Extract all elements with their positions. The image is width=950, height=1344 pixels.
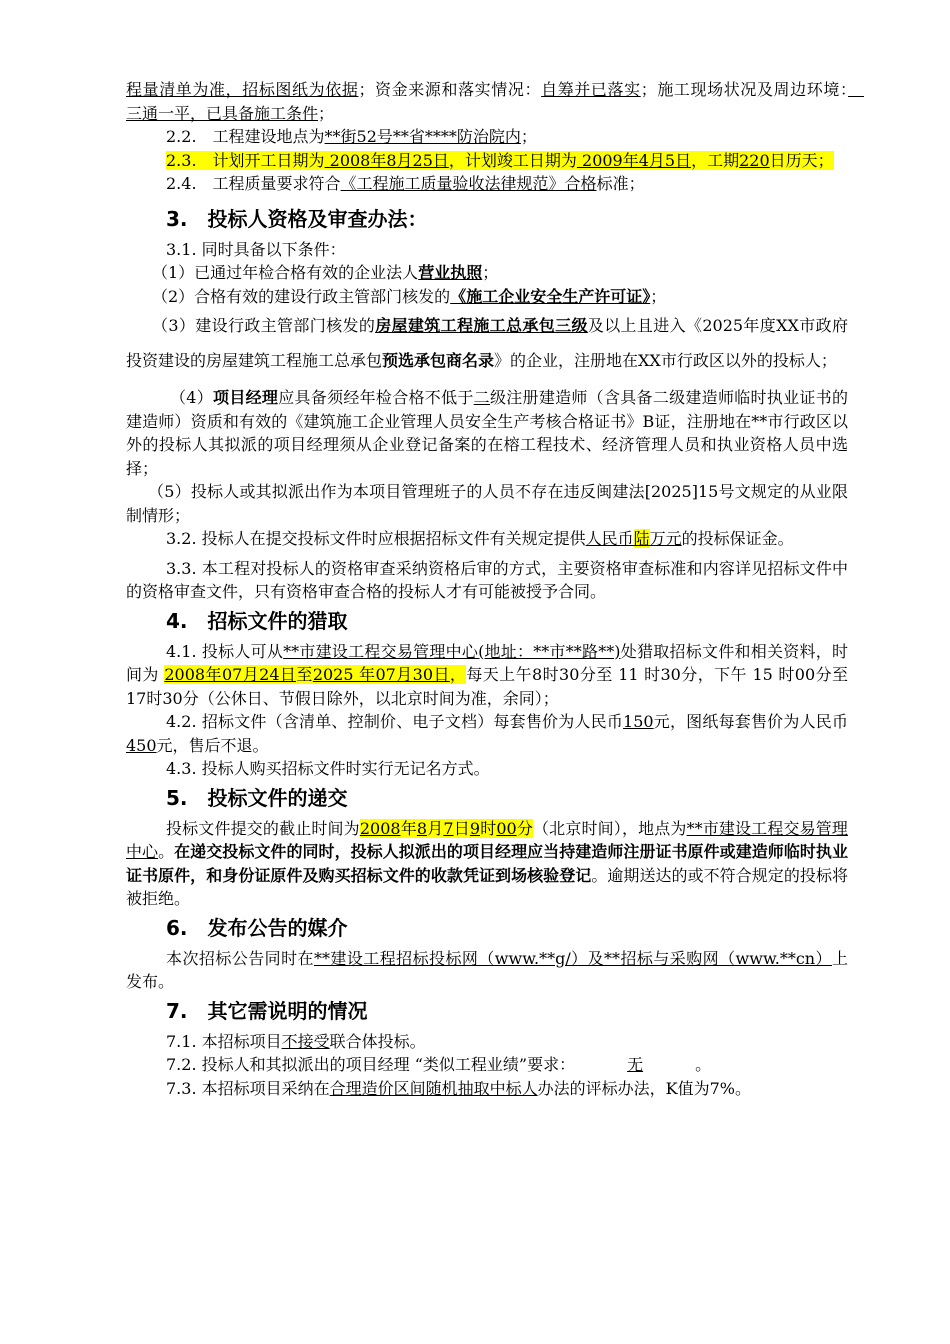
deposit-amount: 陆 [633,529,650,548]
clause-4-2: 4.2. 招标文件（含清单、控制价、电子文档）每套售价为人民币150元，图纸每套售价为人民币450元，售后不退。 [126,712,848,755]
clause-2-2: 2.2. 工程建设地点为**街52号**省****防治院内； [166,127,537,146]
condition-3: （3）建设行政主管部门核发的房屋建筑工程施工总承包三级及以上且进入《2025年度XX市政府投资建设的房屋建筑工程施工总承包预选承包商名录》的企业，注册地在XX市行政区以外的投标人； [126,316,848,370]
clause-3-3: 3.3. 本工程对投标人的资格审查采纳资格后审的方式，主要资格审查标准和内容详见招标文件中的资格审查文件，只有资格审查合格的投标人才有可能被授予合同。 [126,558,848,601]
heading-section-7: 7. 其它需说明的情况 [166,998,368,1023]
document-price: 150 [623,712,654,731]
funding-status: 自筹并已落实 [541,80,641,99]
clause-4-3: 4.3. 投标人购买招标文件时实行无记名方式。 [166,759,490,778]
media-websites: **建设工程招标投标网（www.**g/）及**招标与采购网（www.**cn） [313,948,832,968]
heading-section-5: 5. 投标文件的递交 [166,785,348,810]
media-paragraph: 本次招标公告同时在**建设工程招标投标网（www.**g/）及**招标与采购网（www.**cn）上发布。 [126,948,848,991]
clause-3-2: 3.2. 投标人在提交投标文件时应根据招标文件有关规定提供人民币陆万元的投标保证金。 [166,529,794,548]
submission-paragraph: 投标文件提交的截止时间为2008年8月7日9时00分（北京时间），地点为**市建设工程交易管理中心。在递交投标文件的同时，投标人拟派出的项目经理应当持建造师注册证书原件或建造师临时执业证书原件，和身份证原件及购买招标文件的收款凭证到场核验登记。逾期送达的或不符合规定的投标将被拒绝。 [126,818,848,908]
project-location: **街52号**省****防治院内 [324,127,521,146]
condition-5: （5）投标人或其拟派出作为本项目管理班子的人员不存在违反闽建法[2025]15号文规定的从业限制情形； [126,482,848,525]
clause-2-3: 2.3. 计划开工日期为 2008年8月25日，计划竣工日期为 2009年4月5日，工期220日历天； [166,150,834,170]
clause-7-3: 7.3. 本招标项目采纳在合理造价区间随机抽取中标人办法的评标办法，K值为7%。 [166,1078,751,1098]
document-office: **市建设工程交易管理中心(地址：**市**路**) [283,641,621,661]
sale-end-date: 2025 年07月30日 [312,665,450,684]
site-condition: 三通一平，已具备施工条件 [126,103,319,123]
condition-4: （4）项目经理应具备须经年检合格不低于二级注册建造师（含具备二级建造师临时执业证书的建造师）资质和有效的《建筑施工企业管理人员安全生产考核合格证书》B证，注册地在**市行政区以外的投标人其拟派的项目经理须从企业登记备案的在榕工程技术、经济管理人员和执业资格人员中选择； [126,388,848,478]
document-page [126,78,848,1100]
start-date: 2008年8月25日 [324,150,449,170]
section2-scope-paragraph: 程量清单为准，招标图纸为依据；资金来源和落实情况：自筹并已落实；施工现场状况及周边环境： 三通一平，已具备施工条件； [126,78,848,125]
heading-section-3: 3. 投标人资格及审查办法： [166,206,428,231]
heading-section-6: 6. 发布公告的媒介 [166,915,348,940]
sale-start-date: 2008年07月24日 [164,665,297,684]
duration-days: 220 [739,150,770,170]
clause-4-1: 4.1. 投标人可从**市建设工程交易管理中心(地址：**市**路**)处猎取招标文件和相关资料，时间为 2008年07月24日至2025 年07月30日，每天上午8时30分至 11 时30分，下午 15 时00分至17时30分（公休日、节假日除外，以北京时间为准，余同）； [126,641,848,708]
heading-section-4: 4. 招标文件的猎取 [166,608,348,633]
end-date: 2009年4月5日 [576,150,692,170]
condition-1: （1）已通过年检合格有效的企业法人营业执照； [152,263,499,282]
scope-basis: 程量清单为准，招标图纸为依据 [126,80,359,99]
submission-location: **市建设工程交易管理中心 [126,818,848,861]
quality-standard: 《工程施工质量验收法律规范》合格 [340,174,597,193]
clause-3-1: 3.1. 同时具备以下条件： [166,239,346,259]
clause-7-1: 7.1. 本招标项目不接受联合体投标。 [166,1031,426,1051]
drawing-price: 450 [126,735,157,755]
condition-2: （2）合格有效的建设行政主管部门核发的《施工企业安全生产许可证》； [152,286,667,306]
similar-experience-requirement: 无 [627,1055,644,1074]
clause-7-2: 7.2. 投标人和其拟派出的项目经理 “类似工程业绩”要求： 无 。 [126,1053,848,1077]
clause-2-4: 2.4. 工程质量要求符合《工程施工质量验收法律规范》合格标准； [166,174,645,193]
